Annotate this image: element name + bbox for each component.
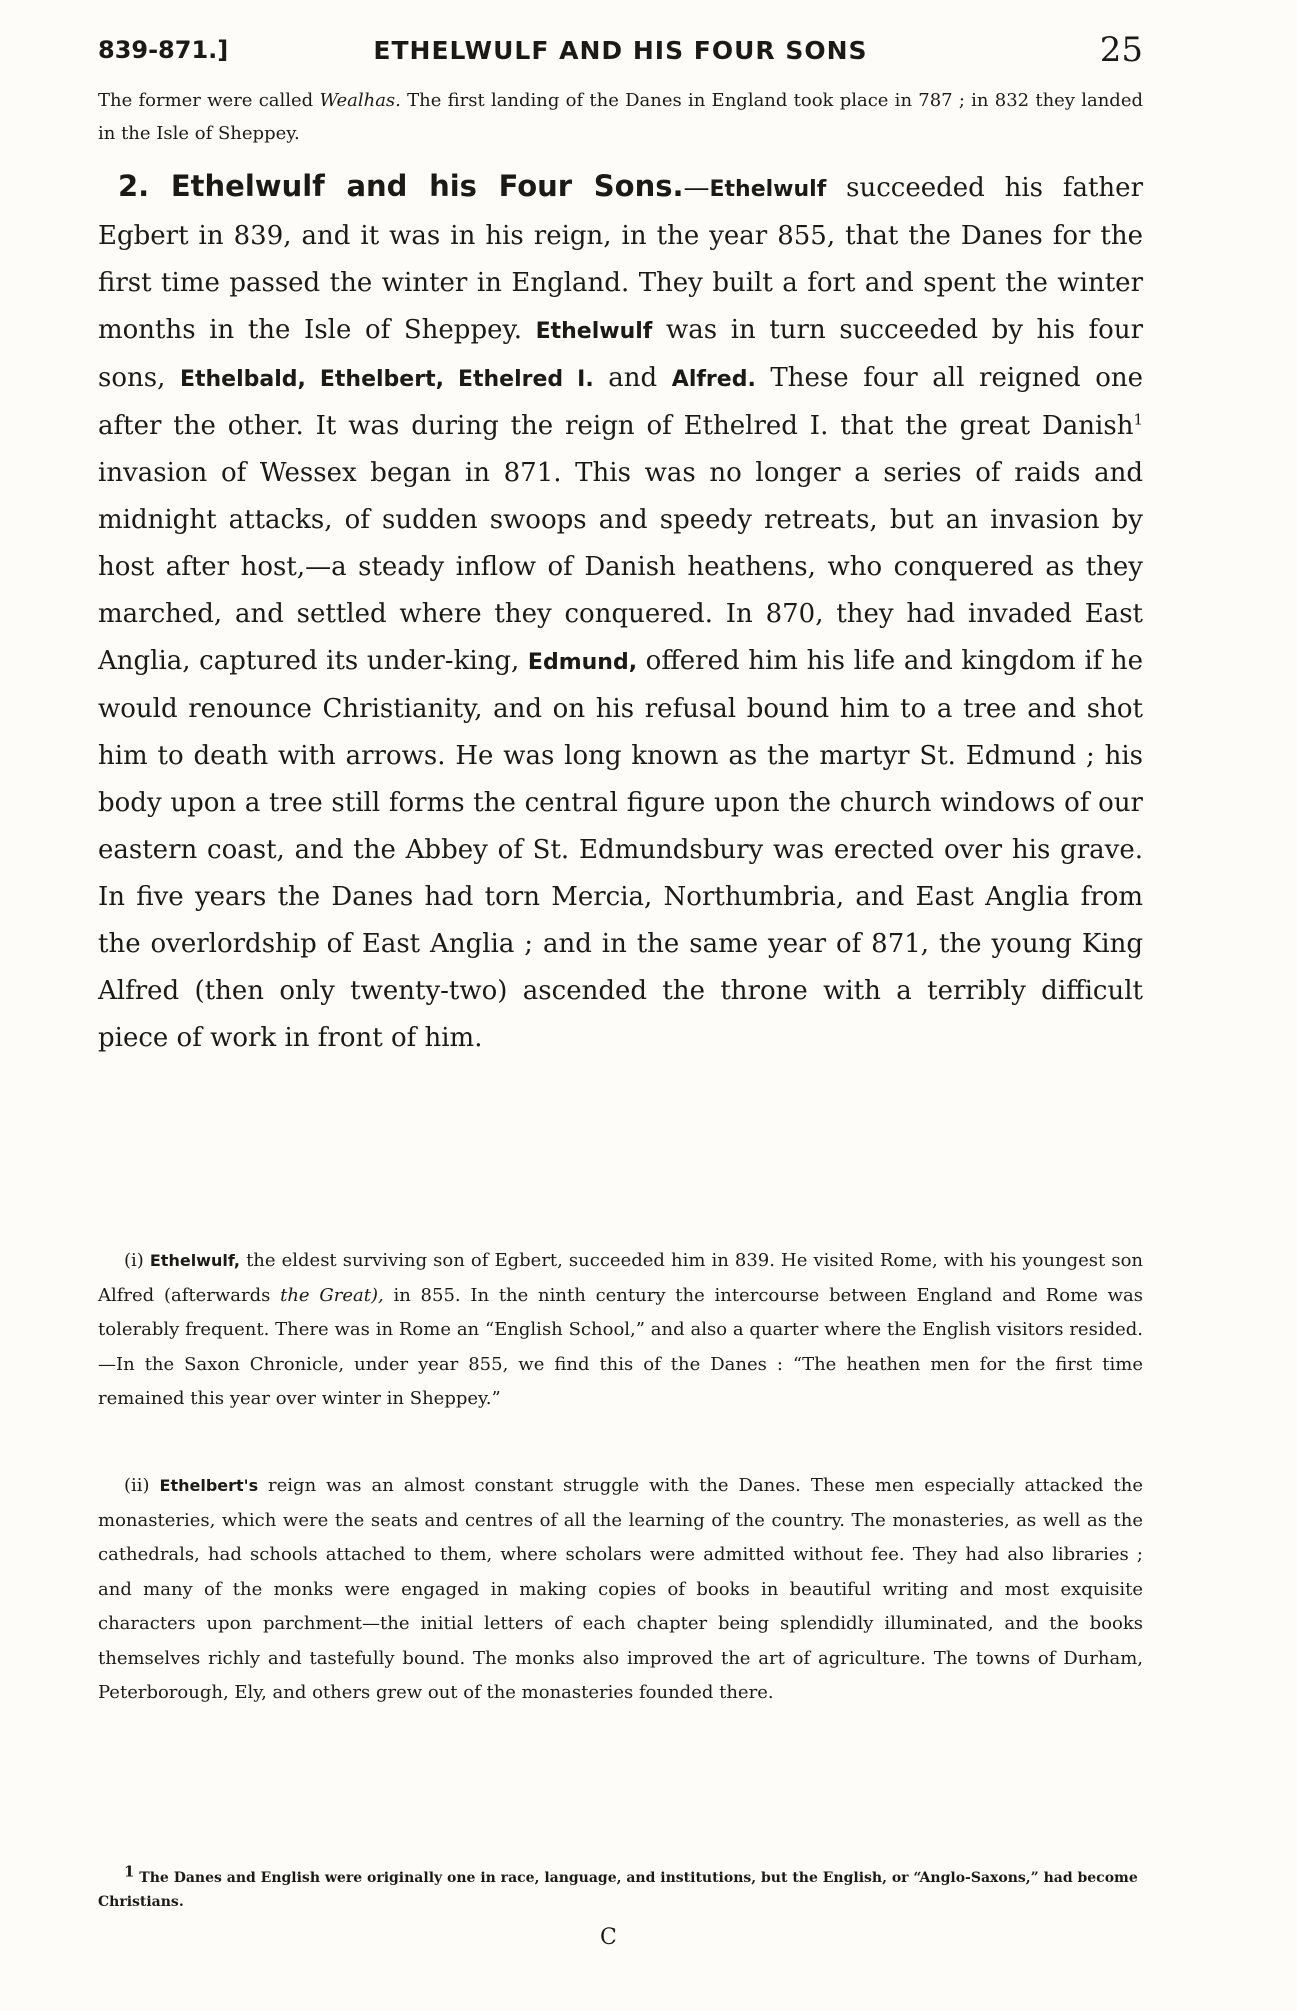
note-i-name: Ethelwulf, — [149, 1251, 240, 1270]
note-i-italic: the Great), — [280, 1284, 384, 1306]
running-header — [98, 30, 1143, 70]
note-i-text-2: in 855. In the ninth century the intercourse between England and Rome was tolerably frequent. There was in Rome an “English School,” and also a quarter where the English visitors resided.—In the Saxon Chronicle, under year 855, we find this of the Danes : “The heathen men for the first time remained this year over winter in Sheppey.” — [98, 1284, 1143, 1409]
signature-mark: C — [600, 1925, 617, 1950]
name-ethelwulf-2: Ethelwulf — [535, 319, 653, 344]
note-i — [98, 1244, 1143, 1417]
note-ii — [98, 1469, 1143, 1711]
note-ii-name: Ethelbert's — [159, 1476, 259, 1495]
intro-text-1: The former were called — [98, 90, 320, 111]
footnote-number: 1 — [124, 1862, 135, 1881]
note-ii-text: reign was an almost constant struggle with the Danes. These men especially attacked the monasteries, which were the seats and centres of all the learning of the country. The monasteries, as well as the cathedrals, had schools attached to them, where scholars were admitted without fee. They had also libraries ; and many of the monks were engaged in making copies of books in beautiful writing and most exquisite characters upon parchment—the initial letters of each chapter being splendidly illuminated, and the books themselves richly and tastefully bound. The monks also improved the art of agriculture. The towns of Durham, Peterborough, Ely, and others grew out of the monasteries founded there. — [98, 1475, 1143, 1703]
header-title: ETHELWULF AND HIS FOUR SONS — [373, 36, 868, 65]
names-sons: Ethelbald, Ethelbert, Ethelred I. — [179, 367, 594, 392]
p5: These four all reigned one after the other. It was during the reign of Ethelred I. that the great Danish — [98, 363, 1143, 441]
p1: — — [683, 173, 710, 203]
p3: was in turn succeeded by his four sons, — [98, 315, 1143, 393]
note-ii-label: (ii) — [124, 1475, 160, 1496]
header-date-range: 839-871.] — [98, 36, 229, 64]
page-number: 25 — [1099, 30, 1143, 70]
footnote-marker: 1 — [1133, 410, 1143, 429]
footnote — [98, 1862, 1143, 1914]
name-ethelwulf: Ethelwulf — [709, 177, 827, 202]
name-alfred: Alfred. — [671, 367, 756, 392]
p7: offered him his life and kingdom if he would renounce Christianity, and on his refusal bound him to a tree and shot him to death with arrows. He was long known as the martyr St. Edmund ; his body upon a tree still forms the central figure upon the church windows of our eastern coast, and the Abbey of St. Edmundsbury was erected over his grave. In five years the Danes had torn Mercia, Northumbria, and East Anglia from the overlordship of East Anglia ; and in the same year of 871, the young King Alfred (then only twenty-two) ascended the throne with a terribly difficult piece of work in front of him. — [98, 646, 1144, 1053]
section-heading: 2. Ethelwulf and his Four Sons. — [118, 169, 684, 203]
p2: succeeded his father Egbert in 839, and it was in his reign, in the year 855, that the Danes for the first time passed the winter in England. They built a fort and spent the winter months in the Isle of Sheppey. — [98, 173, 1143, 345]
footnote-text: The Danes and English were originally one in race, language, and institutions, but the English, or “Anglo-Saxons,” had become Christians. — [98, 1870, 1138, 1910]
intro-italic: Wealhas. — [319, 90, 401, 111]
main-paragraph — [98, 163, 1143, 1062]
intro-text-2: The first landing of the Danes in England took place in 787 ; in 832 they landed in the Isle of Sheppey. — [98, 90, 1143, 144]
name-edmund: Edmund, — [527, 650, 638, 675]
intro-paragraph — [98, 84, 1143, 150]
note-i-label: (i) — [124, 1250, 150, 1271]
note-i-text-1: the eldest surviving son of Egbert, succeeded him in 839. He visited Rome, with his youngest son Alfred (afterwards — [98, 1250, 1143, 1306]
p4: and — [593, 363, 672, 393]
p6: invasion of Wessex began in 871. This was no longer a series of raids and midnight attacks, of sudden swoops and speedy retreats, but an invasion by host after host,—a steady inflow of Danish heathens, who conquered as they marched, and settled where they conquered. In 870, they had invaded East Anglia, captured its under-king, — [98, 458, 1143, 676]
